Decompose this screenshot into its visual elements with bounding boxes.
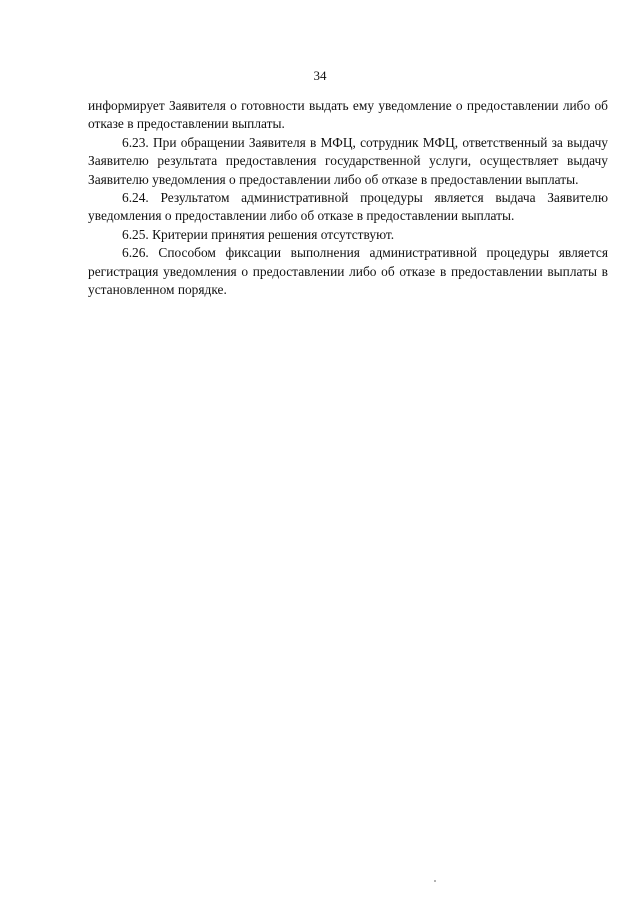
scan-speck [434, 880, 436, 882]
paragraph-6-24: 6.24. Результатом административной процедуры является выдача Заявителю уведомления о предоставлении либо об отказе в предоставлении выплаты. [88, 190, 608, 224]
paragraph-continuation: информирует Заявителя о готовности выдать ему уведомление о предоставлении либо об отказе в предоставлении выплаты. [88, 98, 608, 132]
paragraph-6-26: 6.26. Способом фиксации выполнения административной процедуры является регистрация уведомления о предоставлении либо об отказе в предоставлении выплаты в установленном порядке. [88, 245, 608, 298]
document-body [88, 97, 608, 299]
paragraph-6-25: 6.25. Критерии принятия решения отсутствуют. [122, 226, 395, 242]
paragraph-6-23: 6.23. При обращении Заявителя в МФЦ, сотрудник МФЦ, ответственный за выдачу Заявителю результата предоставления государственной услуги, осуществляет выдачу Заявителю уведомления о предоставлении либо об отказе в предоставлении выплаты. [88, 134, 608, 187]
page-number: 34 [313, 68, 327, 83]
